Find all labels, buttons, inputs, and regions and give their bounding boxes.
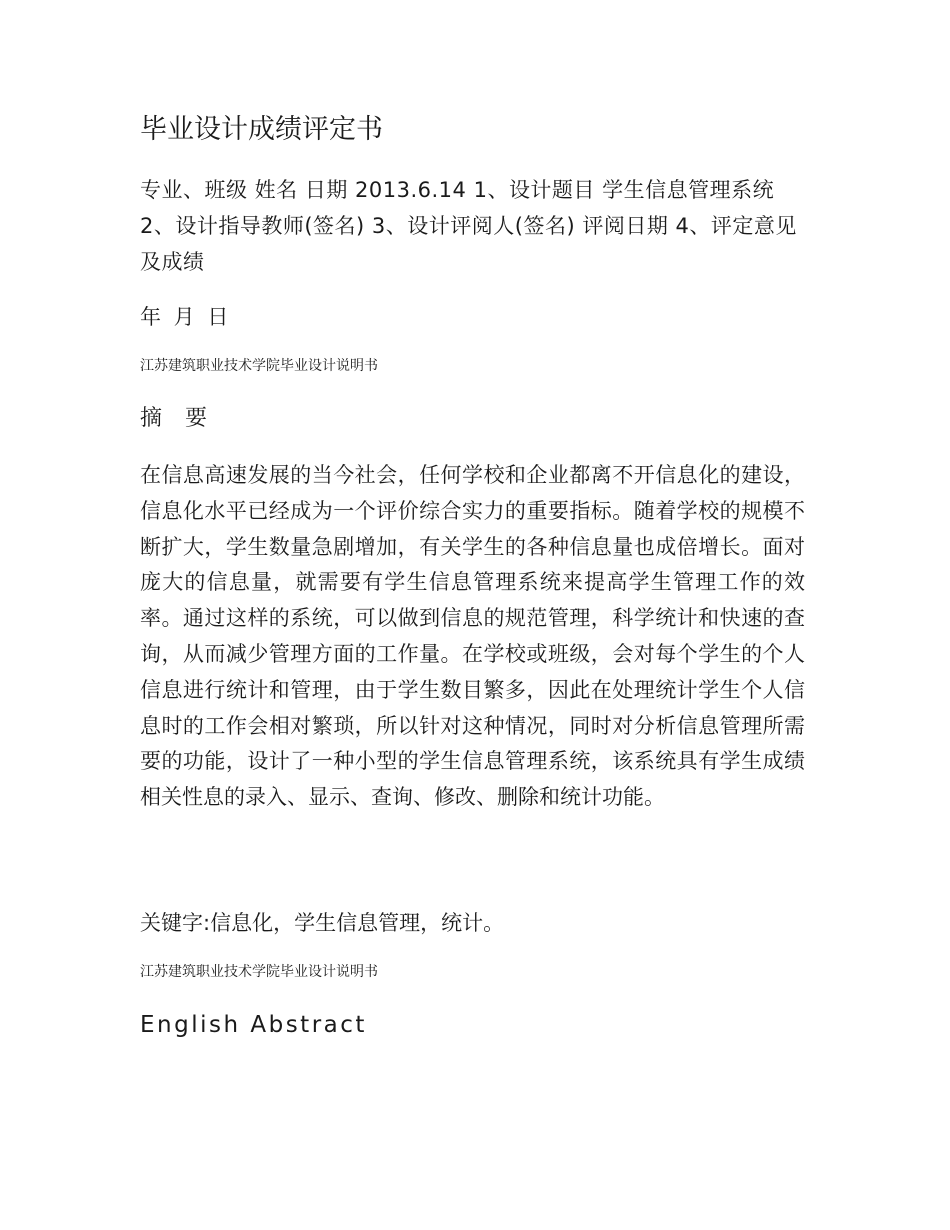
keywords: 关键字:信息化，学生信息管理，统计。 [140, 911, 505, 935]
page-title: 毕业设计成绩评定书 [140, 114, 383, 145]
running-head: 江苏建筑职业技术学院毕业设计说明书 [140, 358, 378, 374]
evaluation-info: 专业、班级 姓名 日期 2013.6.14 1、设计题目 学生信息管理系统 2、设计指导教师(签名) 3、设计评阅人(签名) 评阅日期 4、评定意见及成绩 [140, 178, 797, 274]
abstract-heading: 摘 要 [140, 406, 215, 431]
abstract-body: 在信息高速发展的当今社会，任何学校和企业都离不开信息化的建设，信息化水平已经成为一个评价综合实力的重要指标。随着学校的规模不断扩大，学生数量急剧增加，有关学生的各种信息量也成倍增长。面对庞大的信息量，就需要有学生信息管理系统来提高学生管理工作的效率。通过这样的系统，可以做到信息的规范管理，科学统计和快速的查询，从而减少管理方面的工作量。在学校或班级，会对每个学生的个人信息进行统计和管理，由于学生数目繁多，因此在处理统计学生个人信息时的工作会相对繁琐，所以针对这种情况，同时对分析信息管理所需要的功能，设计了一种小型的学生信息管理系统，该系统具有学生成绩相关性息的录入、显示、查询、修改、删除和统计功能。 [140, 463, 805, 810]
date-line: 年 月 日 [140, 305, 229, 329]
running-head-second: 江苏建筑职业技术学院毕业设计说明书 [140, 964, 378, 980]
english-abstract-heading: English Abstract [140, 1012, 367, 1038]
